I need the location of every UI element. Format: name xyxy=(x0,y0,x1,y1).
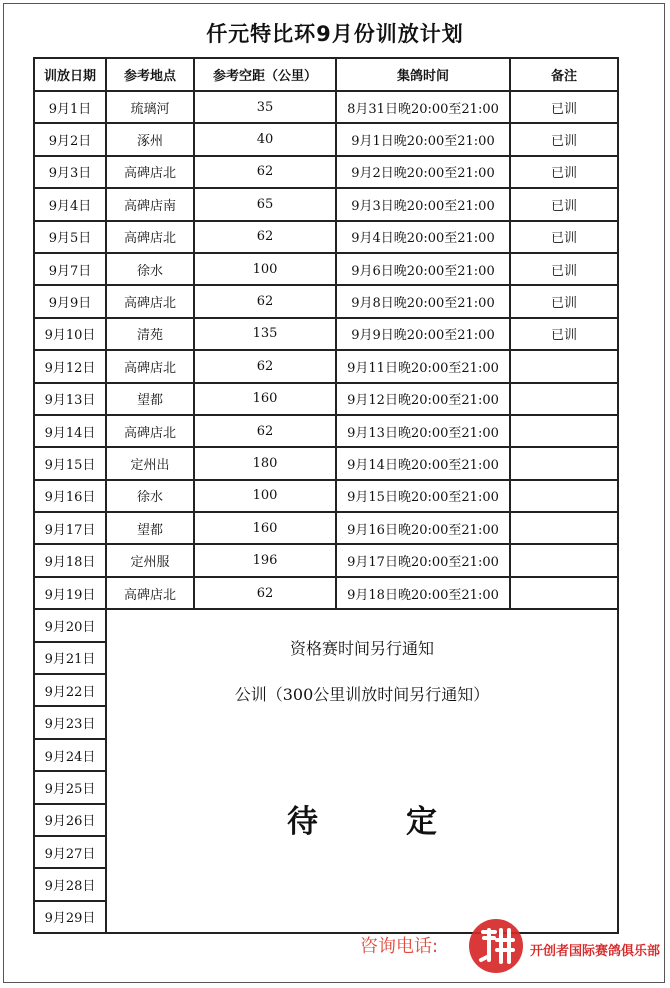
cell-date: 9月23日 xyxy=(34,706,106,738)
cell-distance: 100 xyxy=(194,480,336,512)
cell-date: 9月29日 xyxy=(34,901,106,933)
cell-date: 9月18日 xyxy=(34,544,106,576)
cell-distance: 160 xyxy=(194,512,336,544)
cell-location: 高碑店北 xyxy=(106,350,194,382)
cell-collection-time: 9月1日晚20:00至21:00 xyxy=(336,123,510,155)
cell-collection-time: 9月14日晚20:00至21:00 xyxy=(336,447,510,479)
cell-distance: 62 xyxy=(194,221,336,253)
table-row xyxy=(34,91,618,123)
table-row xyxy=(34,480,618,512)
cell-date: 9月22日 xyxy=(34,674,106,706)
cell-collection-time: 9月16日晚20:00至21:00 xyxy=(336,512,510,544)
cell-collection-time: 9月17日晚20:00至21:00 xyxy=(336,544,510,576)
cell-distance: 40 xyxy=(194,123,336,155)
cell-date: 9月1日 xyxy=(34,91,106,123)
cell-distance: 62 xyxy=(194,285,336,317)
table-row xyxy=(34,512,618,544)
cell-location: 高碑店北 xyxy=(106,415,194,447)
header-date: 训放日期 xyxy=(34,58,106,91)
cell-distance: 65 xyxy=(194,188,336,220)
cell-location: 徐水 xyxy=(106,253,194,285)
table-row xyxy=(34,544,618,576)
cell-date: 9月16日 xyxy=(34,480,106,512)
table-row xyxy=(34,221,618,253)
header-remarks: 备注 xyxy=(510,58,618,91)
cell-distance: 100 xyxy=(194,253,336,285)
cell-location: 望都 xyxy=(106,383,194,415)
cell-distance: 62 xyxy=(194,156,336,188)
cell-location: 高碑店北 xyxy=(106,221,194,253)
header-distance: 参考空距（公里） xyxy=(194,58,336,91)
table-row xyxy=(34,253,618,285)
cell-distance: 160 xyxy=(194,383,336,415)
table-row xyxy=(34,123,618,155)
cell-date: 9月20日 xyxy=(34,609,106,641)
table-header-row xyxy=(34,58,618,91)
cell-date: 9月3日 xyxy=(34,156,106,188)
cell-date: 9月19日 xyxy=(34,577,106,609)
cell-date: 9月25日 xyxy=(34,771,106,803)
cell-collection-time: 9月8日晚20:00至21:00 xyxy=(336,285,510,317)
cell-location: 涿州 xyxy=(106,123,194,155)
cell-remarks xyxy=(510,350,618,382)
cell-distance: 35 xyxy=(194,91,336,123)
qualifier-notice: 资格赛时间另行通知 xyxy=(289,639,434,659)
cell-distance: 62 xyxy=(194,577,336,609)
cell-date: 9月5日 xyxy=(34,221,106,253)
cell-date: 9月28日 xyxy=(34,868,106,900)
cell-collection-time: 9月11日晚20:00至21:00 xyxy=(336,350,510,382)
header-location: 参考地点 xyxy=(106,58,194,91)
pending-char-1: 待 xyxy=(287,804,318,841)
cell-remarks xyxy=(510,512,618,544)
cell-collection-time: 9月9日晚20:00至21:00 xyxy=(336,318,510,350)
club-name: 开创者国际赛鸽俱乐部 xyxy=(530,944,661,959)
cell-collection-time: 9月2日晚20:00至21:00 xyxy=(336,156,510,188)
cell-location: 望都 xyxy=(106,512,194,544)
cell-collection-time: 8月31日晚20:00至21:00 xyxy=(336,91,510,123)
cell-date: 9月15日 xyxy=(34,447,106,479)
page-title: 仟元特比环9月份训放计划 xyxy=(206,22,464,46)
cell-date: 9月10日 xyxy=(34,318,106,350)
cell-collection-time: 9月4日晚20:00至21:00 xyxy=(336,221,510,253)
table-row xyxy=(34,577,618,609)
cell-collection-time: 9月6日晚20:00至21:00 xyxy=(336,253,510,285)
table-row xyxy=(34,350,618,382)
cell-date: 9月14日 xyxy=(34,415,106,447)
cell-remarks: 已训 xyxy=(510,285,618,317)
cell-date: 9月27日 xyxy=(34,836,106,868)
cell-distance: 196 xyxy=(194,544,336,576)
cell-location: 定州服 xyxy=(106,544,194,576)
cell-date: 9月2日 xyxy=(34,123,106,155)
cell-date: 9月7日 xyxy=(34,253,106,285)
pending-notice-cell xyxy=(106,609,618,933)
cell-collection-time: 9月15日晚20:00至21:00 xyxy=(336,480,510,512)
cell-collection-time: 9月3日晚20:00至21:00 xyxy=(336,188,510,220)
table-row xyxy=(34,415,618,447)
cell-remarks: 已训 xyxy=(510,318,618,350)
cell-distance: 62 xyxy=(194,415,336,447)
cell-location: 定州出 xyxy=(106,447,194,479)
table-row xyxy=(34,156,618,188)
cell-remarks xyxy=(510,480,618,512)
cell-remarks: 已训 xyxy=(510,253,618,285)
cell-date: 9月12日 xyxy=(34,350,106,382)
cell-location: 高碑店北 xyxy=(106,156,194,188)
table-row xyxy=(34,447,618,479)
table-row xyxy=(34,188,618,220)
cell-date: 9月24日 xyxy=(34,739,106,771)
table-row xyxy=(34,285,618,317)
cell-remarks: 已训 xyxy=(510,156,618,188)
cell-date: 9月9日 xyxy=(34,285,106,317)
training-schedule-table xyxy=(33,57,619,934)
cell-remarks xyxy=(510,447,618,479)
table-row xyxy=(34,318,618,350)
cell-remarks xyxy=(510,577,618,609)
header-collection-time: 集鸽时间 xyxy=(336,58,510,91)
contact-phone-label: 咨询电话: xyxy=(360,936,439,957)
cell-location: 徐水 xyxy=(106,480,194,512)
public-training-notice: 公训（300公里训放时间另行通知） xyxy=(234,685,490,705)
cell-remarks: 已训 xyxy=(510,221,618,253)
cell-remarks xyxy=(510,544,618,576)
cell-remarks xyxy=(510,383,618,415)
cell-collection-time: 9月13日晚20:00至21:00 xyxy=(336,415,510,447)
cell-collection-time: 9月12日晚20:00至21:00 xyxy=(336,383,510,415)
cell-date: 9月4日 xyxy=(34,188,106,220)
cell-location: 高碑店北 xyxy=(106,577,194,609)
table-row xyxy=(34,383,618,415)
cell-remarks: 已训 xyxy=(510,91,618,123)
cell-distance: 62 xyxy=(194,350,336,382)
cell-collection-time: 9月18日晚20:00至21:00 xyxy=(336,577,510,609)
club-seal-logo xyxy=(466,916,526,976)
cell-location: 琉璃河 xyxy=(106,91,194,123)
pending-label xyxy=(107,796,617,841)
pending-row xyxy=(34,609,618,641)
cell-date: 9月21日 xyxy=(34,642,106,674)
cell-distance: 135 xyxy=(194,318,336,350)
cell-date: 9月17日 xyxy=(34,512,106,544)
cell-date: 9月26日 xyxy=(34,804,106,836)
cell-remarks: 已训 xyxy=(510,123,618,155)
cell-location: 高碑店南 xyxy=(106,188,194,220)
cell-remarks: 已训 xyxy=(510,188,618,220)
cell-remarks xyxy=(510,415,618,447)
cell-distance: 180 xyxy=(194,447,336,479)
pending-char-2: 定 xyxy=(406,804,437,841)
cell-location: 清苑 xyxy=(106,318,194,350)
cell-location: 高碑店北 xyxy=(106,285,194,317)
cell-date: 9月13日 xyxy=(34,383,106,415)
